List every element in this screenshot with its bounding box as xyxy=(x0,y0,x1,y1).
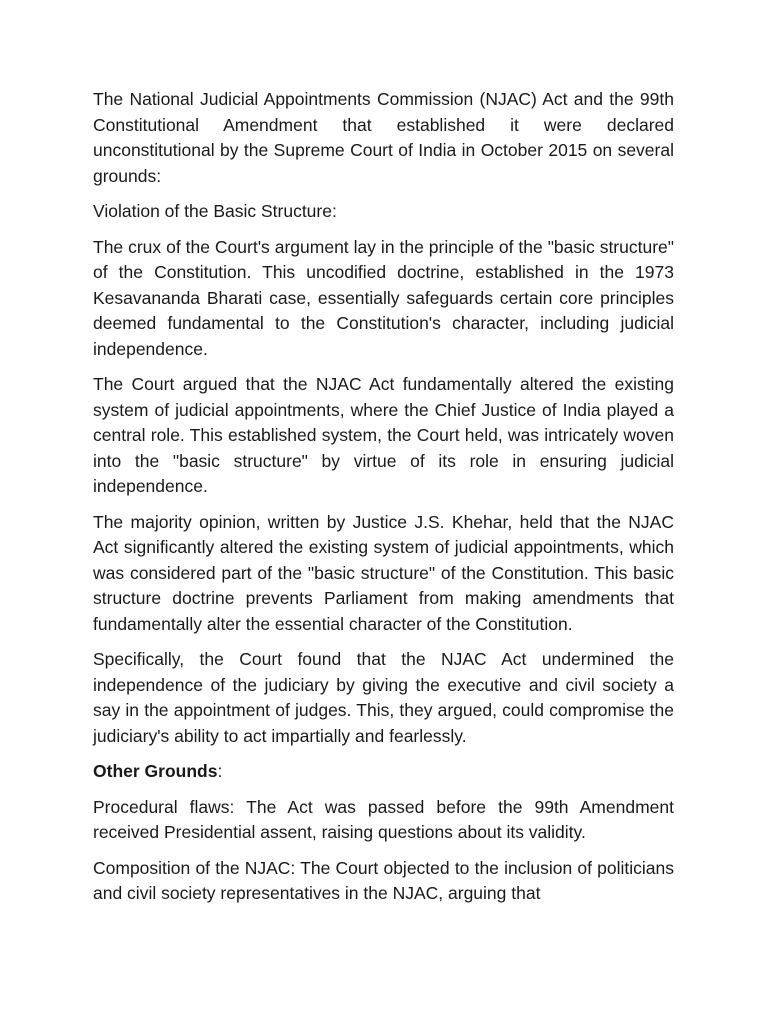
other-grounds-bold-label: Other Grounds xyxy=(93,761,218,781)
paragraph-composition: Composition of the NJAC: The Court objected to the inclusion of politicians and civil society representatives in the NJAC, arguing that xyxy=(93,857,674,903)
section-heading-basic-structure: Violation of the Basic Structure: xyxy=(93,201,337,221)
other-grounds-colon: : xyxy=(217,761,223,781)
paragraph-procedural-flaws: Procedural flaws: The Act was passed before the 99th Amendment received Presidential assent, raising questions about its validity. xyxy=(93,796,674,842)
intro-paragraph: The National Judicial Appointments Commission (NJAC) Act and the 99th Constitutional Amendment that established it were declared unconstitutional by the Supreme Court of India in October 2015 on several grounds: xyxy=(93,89,674,186)
paragraph-court-argued: The Court argued that the NJAC Act fundamentally altered the existing system of judicial appointments, where the Chief Justice of India played a central role. This established system, the Court held, was intricately woven into the "basic structure" by virtue of its role in ensuring judicial independence. xyxy=(93,374,674,496)
paragraph-crux: The crux of the Court's argument lay in the principle of the "basic structure" of the Constitution. This uncodified doctrine, established in the 1973 Kesavananda Bharati case, essentially safeguards certain core principles deemed fundamental to the Constitution's character, including judicial independence. xyxy=(93,236,674,359)
section-heading-other-grounds xyxy=(93,759,674,785)
document-page xyxy=(93,87,674,917)
paragraph-specifically: Specifically, the Court found that the NJAC Act undermined the independence of the judiciary by giving the executive and civil society a say in the appointment of judges. This, they argued, could compromise the judiciary's ability to act impartially and fearlessly. xyxy=(93,649,674,746)
paragraph-majority-opinion: The majority opinion, written by Justice J.S. Khehar, held that the NJAC Act significantly altered the existing system of judicial appointments, which was considered part of the "basic structure" of the Constitution. This basic structure doctrine prevents Parliament from making amendments that fundamentally alter the essential character of the Constitution. xyxy=(93,511,674,634)
